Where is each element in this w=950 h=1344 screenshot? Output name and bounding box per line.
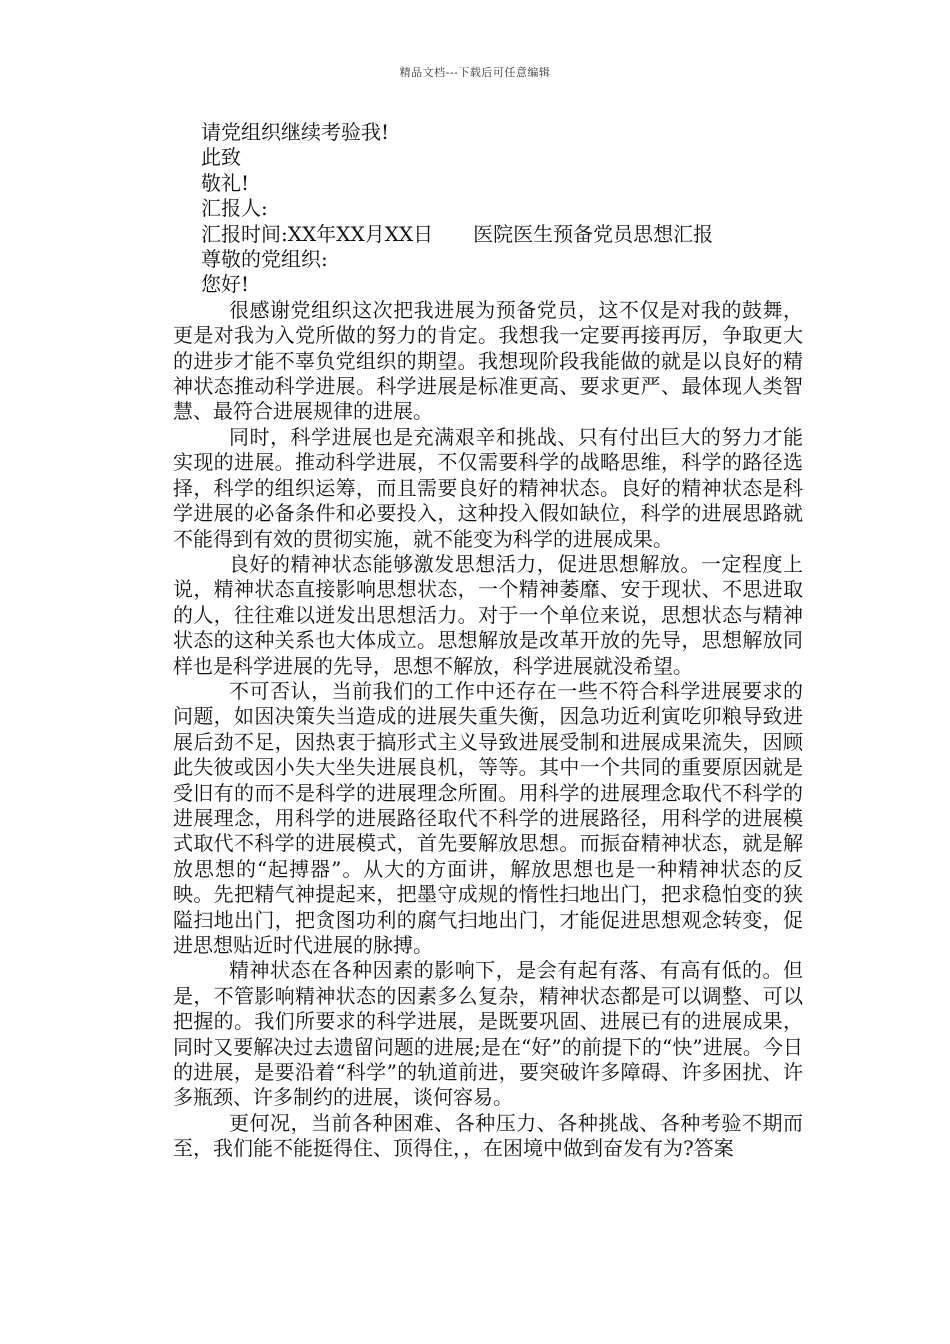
closing-request: 请党组织继续考验我!	[201, 120, 390, 144]
paragraph-5: 精神状态在各种因素的影响下，是会有起有落、有高有低的。但是，不管影响精神状态的因素多么复杂，精神状态都是可以调整、可以把握的。我们所要求的科学进展，是既要巩固、进展已有的进展成果，同时又要解决过去遗留问题的进展;是在“好”的前提下的“快”进展。今日的进展，是要沿着“科学”的轨道前进，要突破许多障碍、许多困扰、许多瓶颈、许多制约的进展，谈何容易。	[173, 958, 803, 1110]
paragraph-6: 更何况，当前各种困难、各种压力、各种挑战、各种考验不期而至，我们能不能挺得住、顶得住，，在困境中做到奋发有为?答案	[173, 1110, 803, 1161]
greeting-hello: 您好!	[201, 272, 250, 297]
page-header: 精品文档---下载后可任意编辑	[399, 66, 551, 79]
paragraph-1: 很感谢党组织这次把我进展为预备党员，这不仅是对我的鼓舞，更是对我为入党所做的努力的肯定。我想我一定要再接再厉，争取更大的进步才能不辜负党组织的期望。我想现阶段我能做的就是以良好的精神状态推动科学进展。科学进展是标准更高、要求更严、最体现人类智慧、最符合进展规律的进展。	[173, 297, 803, 424]
report-date-and-title: 汇报时间:XX年XX月XX日 医院医生预备党员思想汇报	[201, 221, 714, 246]
reporter-label: 汇报人:	[201, 196, 268, 221]
salutation-jingli: 敬礼!	[201, 170, 250, 195]
document-body	[173, 120, 803, 1162]
paragraph-4: 不可否认，当前我们的工作中还存在一些不符合科学进展要求的问题，如因决策失当造成的进展失重失衡，因急功近利寅吃卯粮导致进展后劲不足，因热衷于搞形式主义导致进展受制和进展成果流失，因顾此失彼或因小失大坐失进展良机，等等。其中一个共同的重要原因就是受旧有的而不是科学的进展理念所囿。用科学的进展理念取代不科学的进展理念，用科学的进展路径取代不科学的进展路径，用科学的进展模式取代不科学的进展模式，首先要解放思想。而振奋精神状态，就是解放思想的“起搏器”。从大的方面讲，解放思想也是一种精神状态的反映。先把精气神提起来，把墨守成规的惰性扫地出门，把求稳怕变的狭隘扫地出门，把贪图功利的腐气扫地出门，才能促进思想观念转变，促进思想贴近时代进展的脉搏。	[173, 678, 803, 957]
paragraph-3: 良好的精神状态能够激发思想活力，促进思想解放。一定程度上说，精神状态直接影响思想状态，一个精神萎靡、安于现状、不思进取的人，往往难以迸发出思想活力。对于一个单位来说，思想状态与精神状态的这种关系也大体成立。思想解放是改革开放的先导，思想解放同样也是科学进展的先导，思想不解放，科学进展就没希望。	[173, 551, 803, 678]
greeting-address: 尊敬的党组织:	[201, 247, 328, 272]
paragraph-2: 同时，科学进展也是充满艰辛和挑战、只有付出巨大的努力才能实现的进展。推动科学进展，不仅需要科学的战略思维，科学的路径选择，科学的组织运筹，而且需要良好的精神状态。良好的精神状态是科学进展的必备条件和必要投入，这种投入假如缺位，科学的进展思路就不能得到有效的贯彻实施，就不能变为科学的进展成果。	[173, 424, 803, 551]
salutation-cizhi: 此致	[201, 145, 241, 170]
